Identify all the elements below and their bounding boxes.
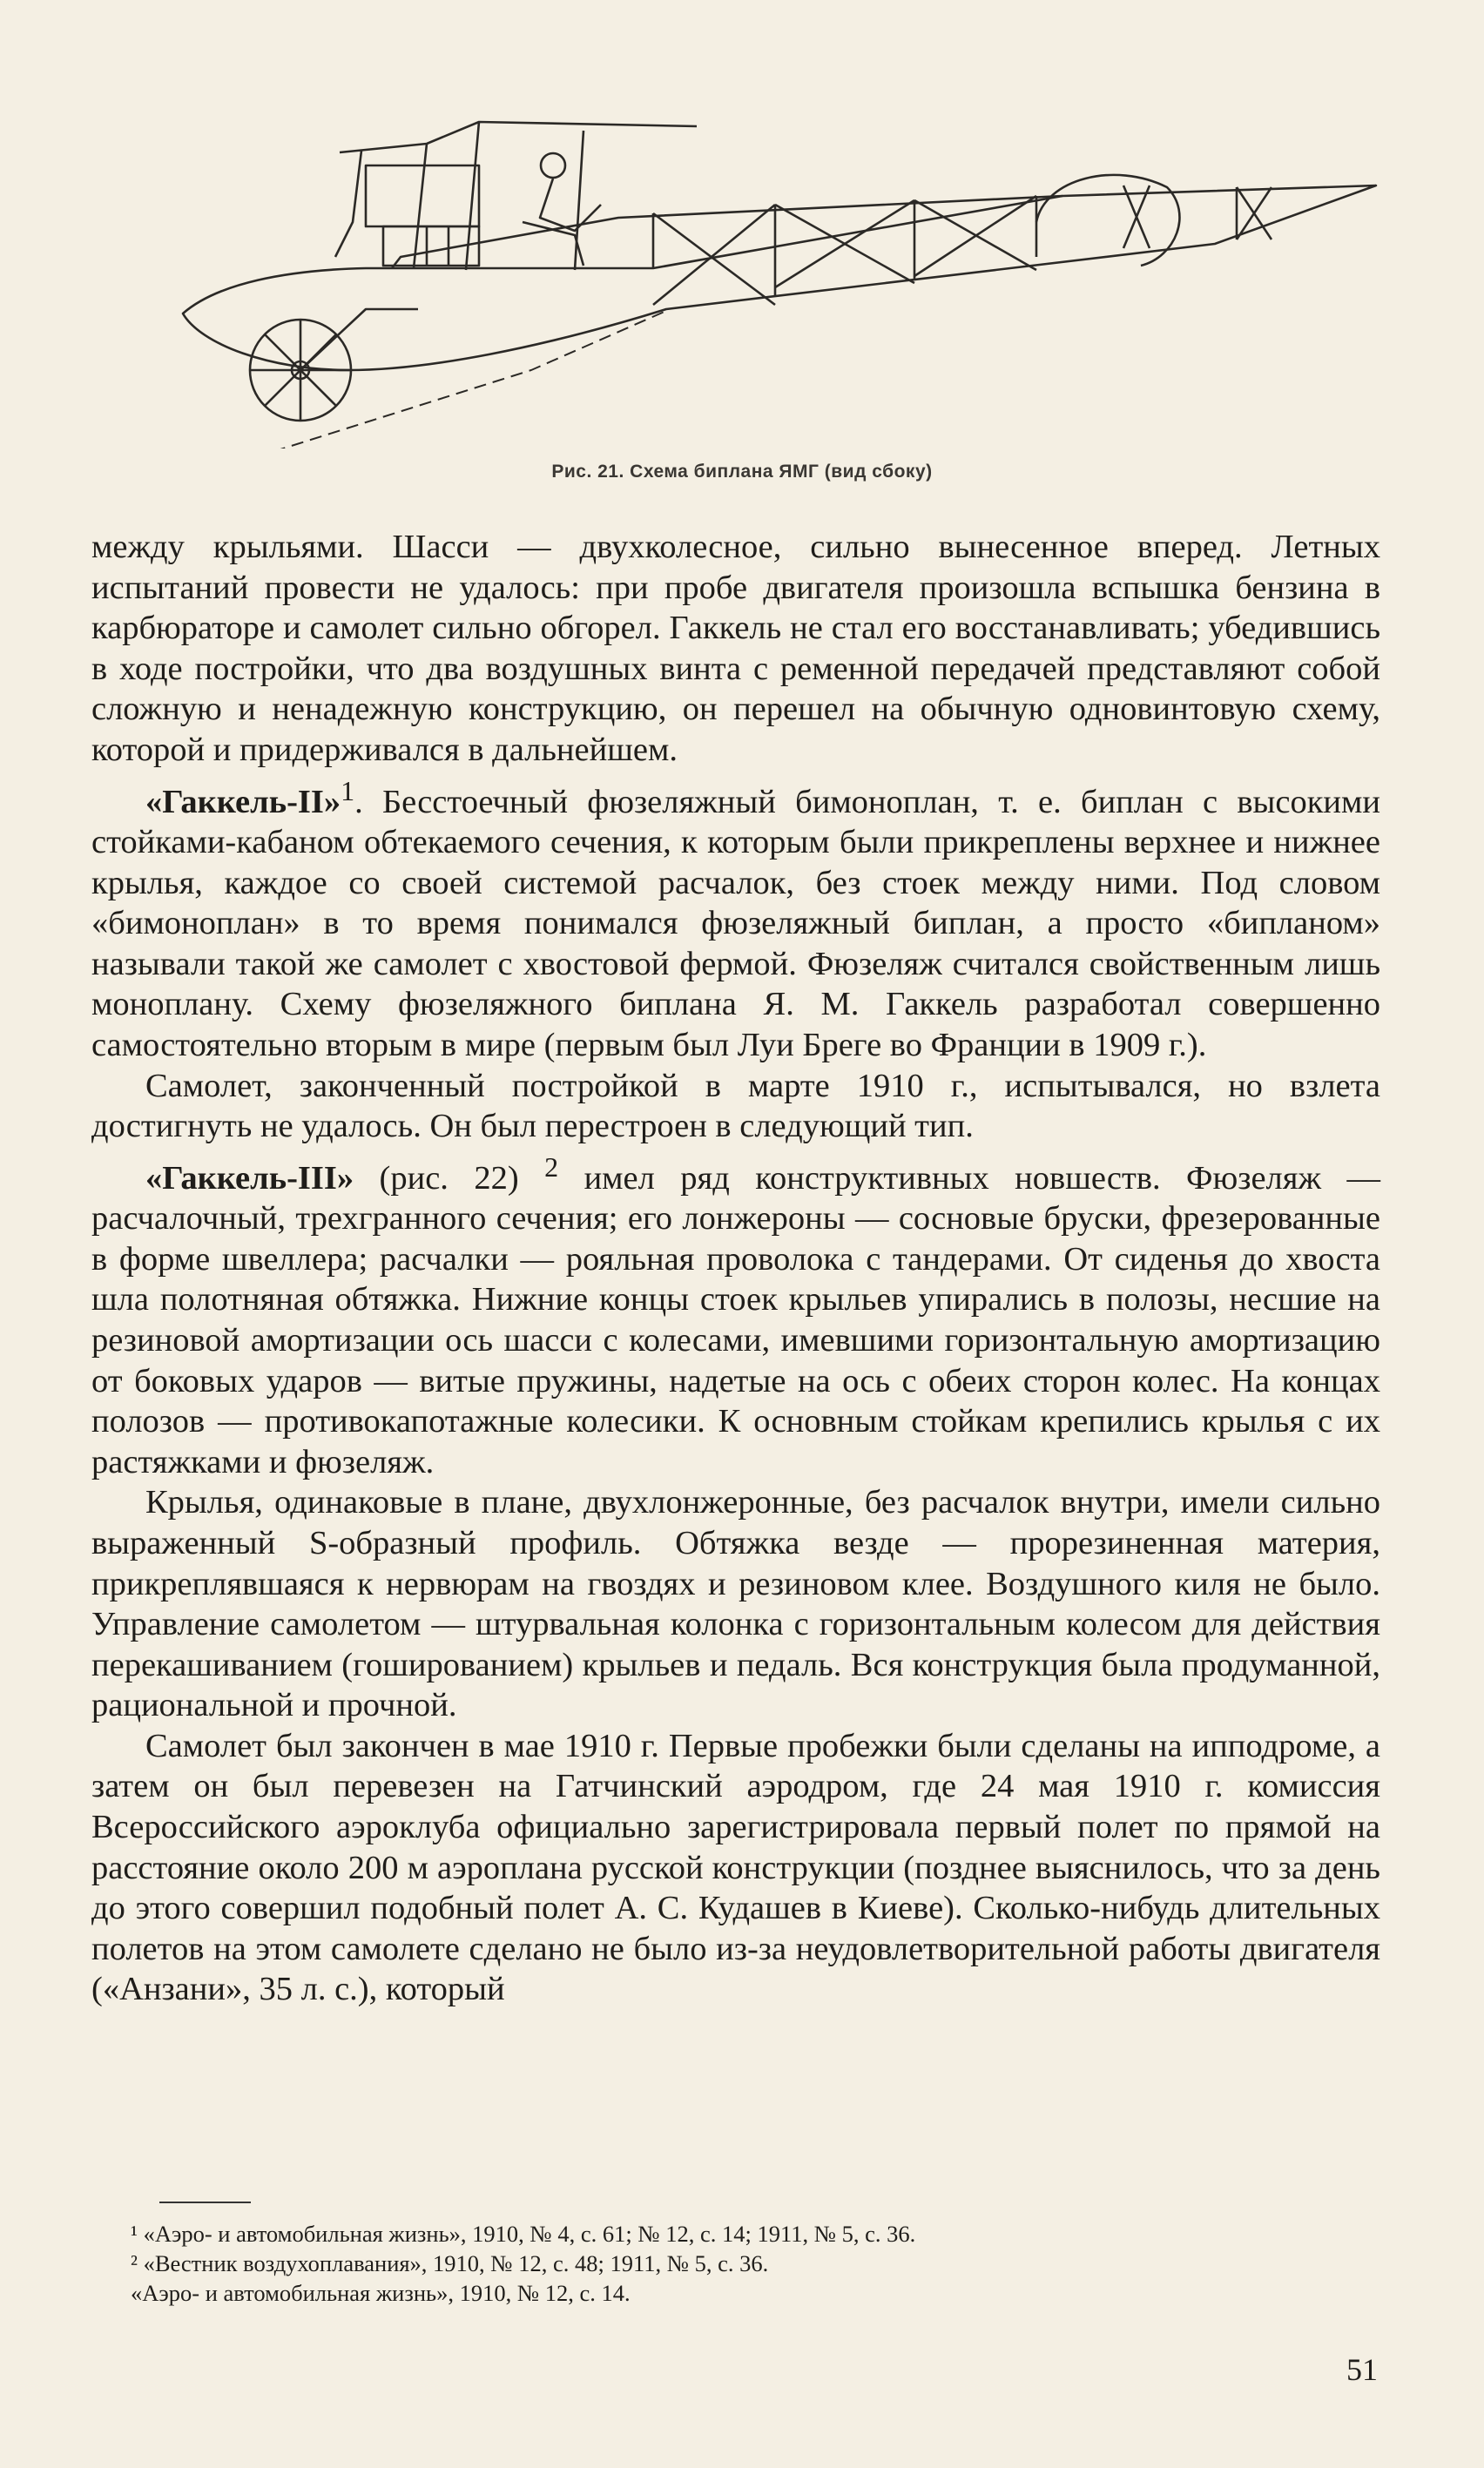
paragraph [91, 771, 1380, 1066]
footnote-ref: 2 [544, 1150, 559, 1183]
paragraph-text: Самолет был закончен в мае 1910 г. Первые пробежки были сделаны на ипподроме, а затем он был перевезен на Гатчинский аэродром, где 24 мая 1910 г. комиссия Всероссийского аэроклуба официально зарегистрировала первый полет по прямой на расстояние около 200 м аэроплана русской конструкции (позднее выяснилось, что за день до этого совершил подобный полет А. С. Кудашев в Киеве). Сколько-нибудь длительных полетов на этом самолете сделано не было из-за неудовлетворительной работы двигателя («Анзани», 35 л. с.), который [91, 1727, 1380, 2008]
footnote: «Аэро- и автомобильная жизнь», 1910, № 12, с. 14. [131, 2280, 631, 2306]
aircraft-heading: «Гаккель-II» [145, 783, 341, 820]
paragraph [91, 1726, 1380, 2010]
paragraph [91, 527, 1380, 771]
body-text [91, 527, 1380, 2010]
paragraph [91, 1147, 1380, 1483]
paragraph-text: между крыльями. Шасси — двухколесное, сильно вынесенное вперед. Летных испытаний провести не удалось: при пробе двигателя произошла вспышка бензина в карбюраторе и самолет сильно обгорел. Гаккель не стал его восстанавливать; убедившись в ходе постройки, что два воздушных винта с ременной передачей представляют собой сложную и ненадежную конструкцию, он перешел на обычную одновинтовую схему, которой и придерживался в дальнейшем. [91, 529, 1380, 768]
footnote: ² «Вестник воздухоплавания», 1910, № 12, с. 48; 1911, № 5, с. 36. [131, 2250, 769, 2276]
paragraph [91, 1066, 1380, 1147]
paragraph-text: . Бесстоечный фюзеляжный бимоноплан, т. е. биплан с высокими стойками-кабаном обтекаемого сечения, к которым были прикреплены верхнее и нижнее крылья, каждое со своей системой расчалок, без стоек между ними. Под словом «бимоноплан» в то время понимался фюзеляжный биплан, а просто «бипланом» называли такой же самолет с хвостовой фермой. Фюзеляж считался свойственным лишь моноплану. Схему фюзеляжного биплана Я. М. Гаккель разработал совершенно самостоятельно вторым в мире (первым был Луи Бреге во Франции в 1909 г.). [91, 783, 1380, 1063]
footnote: ¹ «Аэро- и автомобильная жизнь», 1910, № 4, с. 61; № 12, с. 14; 1911, № 5, с. 36. [131, 2221, 916, 2247]
biplane-side-view-figure [165, 83, 1393, 448]
biplane-drawing [165, 83, 1393, 448]
paragraph-text: Крылья, одинаковые в плане, двухлонжеронные, без расчалок внутри, имели сильно выраженный S-образный профиль. Обтяжка везде — прорезиненная материя, прикреплявшаяся к нервюрам на гвоздях и резиновом клее. Воздушного киля не было. Управление самолетом — штурвальная колонка с горизонтальным колесом для действия перекашиванием (гошированием) крыльев и педаль. Вся конструкция была продуманной, рациональной и прочной. [91, 1484, 1380, 1724]
footnote-divider [159, 2202, 251, 2203]
figure-caption: Рис. 21. Схема биплана ЯМГ (вид сбоку) [551, 462, 933, 482]
footnotes [131, 2219, 1376, 2308]
figure-ref: (рис. 22) [354, 1159, 545, 1197]
aircraft-heading: «Гаккель-III» [145, 1159, 354, 1197]
paragraph [91, 1482, 1380, 1726]
paragraph-text: имел ряд конструктивных новшеств. Фюзеляж — расчалочный, трехгранного сечения; его лонжероны — сосновые бруски, фрезерованные в форме швеллера; расчалки — рояльная проволока с тандерами. От сиденья до хвоста шла полотняная обтяжка. Нижние концы стоек крыльев упирались в полозы, несшие на резиновой амортизации ось шасси с колесами, имевшими горизонтальную амортизацию от боковых ударов — витые пружины, надетые на ось с обеих сторон колес. На концах полозов — противокапотажные колесики. К основным стойкам крепились крылья с их растяжками и фюзеляж. [91, 1159, 1380, 1480]
paragraph-text: Самолет, законченный постройкой в марте 1910 г., испытывался, но взлета достигнуть не удалось. Он был перестроен в следующий тип. [91, 1067, 1380, 1145]
footnote-ref: 1 [341, 774, 355, 806]
page-number: 51 [1346, 2352, 1378, 2387]
